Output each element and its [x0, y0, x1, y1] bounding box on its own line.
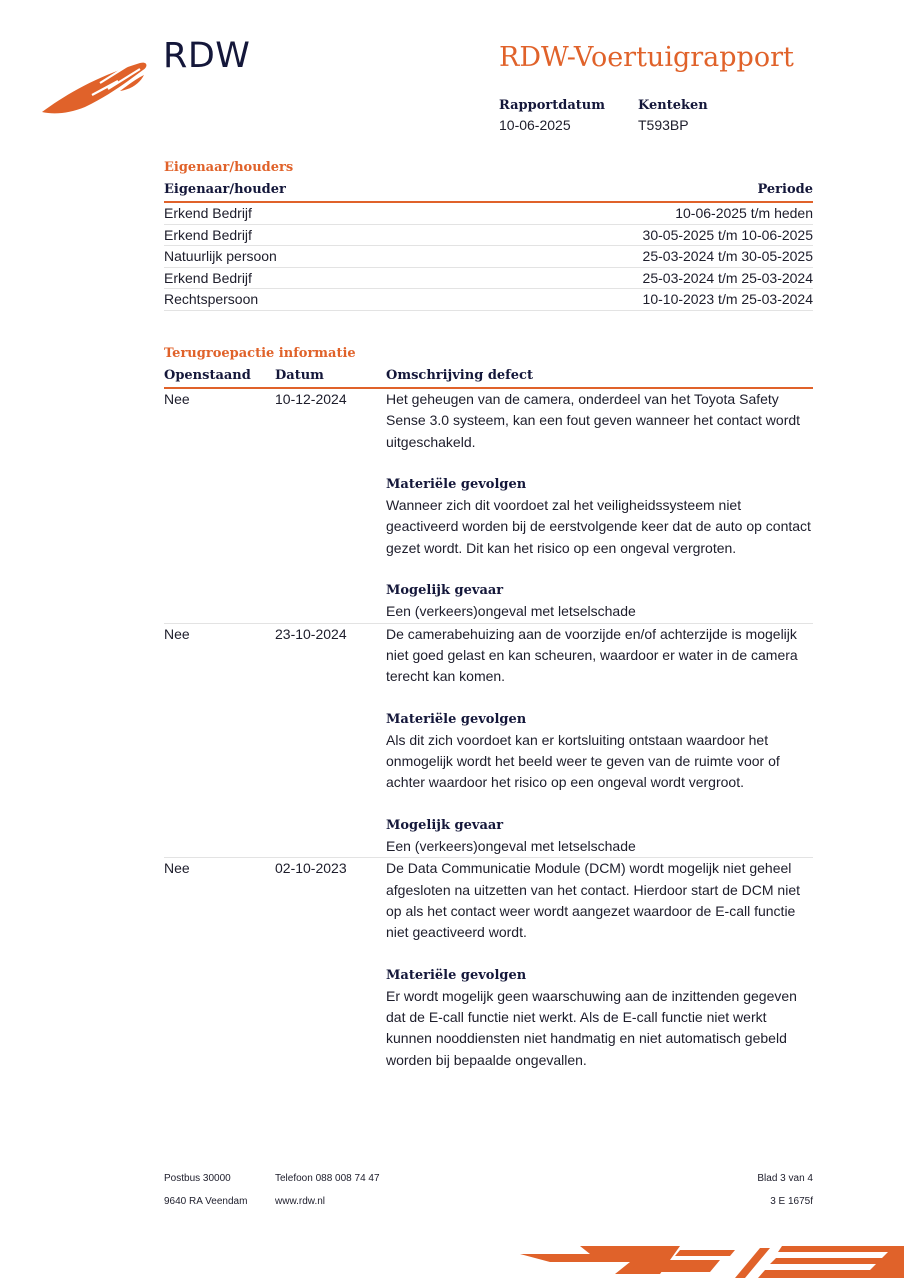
consequences-text: Als dit zich voordoet kan er kortsluiting ontstaan waardoor het onmogelijk wordt het beeld weer te geven van de ruimte voor of achter waardoor het risico op een ongeval wordt vergroot. — [386, 731, 780, 791]
owners-table — [164, 181, 813, 311]
consequences-text: Er wordt mogelijk geen waarschuwing aan de inzittenden gegeven dat de E-call functie niet werkt. Als de E-call functie niet werkt kunnen nooddiensten niet handmatig en niet automatisch gebeld worden bij bepaalde ongevallen. — [386, 987, 797, 1068]
recalls-table-header — [164, 367, 813, 389]
defect-description: Het geheugen van de camera, onderdeel van het Toyota Safety Sense 3.0 systeem, kan een fout geven wanneer het contact wordt uitgeschakeld. — [386, 391, 801, 450]
footer-city: 9640 RA Veendam — [164, 1196, 248, 1207]
open-cell: Nee — [164, 625, 190, 642]
decorative-stripes-icon — [520, 1244, 904, 1280]
consequences-heading: Materiële gevolgen — [386, 967, 527, 983]
plate-value: T593BP — [638, 117, 689, 133]
table-row — [164, 624, 813, 859]
recalls-section-title: Terugroepactie informatie — [164, 346, 356, 361]
plate-block — [638, 98, 708, 133]
table-row — [164, 268, 813, 290]
period-cell: 25-03-2024 t/m 25-03-2024 — [642, 269, 813, 286]
table-row — [164, 225, 813, 247]
table-row — [164, 389, 813, 624]
open-cell: Nee — [164, 391, 190, 407]
owner-cell: Erkend Bedrijf — [164, 226, 252, 243]
rdw-logo-icon — [40, 55, 150, 117]
date-cell: 23-10-2024 — [275, 625, 347, 642]
owner-column-header: Eigenaar/houder — [164, 182, 286, 197]
period-cell: 25-03-2024 t/m 30-05-2025 — [642, 248, 813, 264]
table-row — [164, 203, 813, 225]
report-date-value: 10-06-2025 — [499, 117, 571, 133]
consequences-heading: Materiële gevolgen — [386, 711, 527, 727]
plate-label: Kenteken — [638, 98, 708, 113]
defect-description: De Data Communicatie Module (DCM) wordt mogelijk niet geheel afgesloten na uitzetten van het contact. Hierdoor start de DCM niet op als het contact weer wordt aangezet waardoor de E-call functie niet geactiveerd wordt. — [386, 860, 801, 941]
report-title: RDW-Voertuigrapport — [499, 42, 794, 73]
footer-phone: Telefoon 088 008 74 47 — [275, 1173, 380, 1184]
owners-section-title: Eigenaar/houders — [164, 160, 294, 175]
footer-website-link[interactable]: www.rdw.nl — [275, 1196, 326, 1207]
brand-name: RDW — [163, 36, 251, 76]
danger-text: Een (verkeers)ongeval met letselschade — [386, 838, 636, 855]
open-column-header: Openstaand — [164, 368, 251, 383]
danger-text: Een (verkeers)ongeval met letselschade — [386, 603, 636, 620]
danger-heading: Mogelijk gevaar — [386, 583, 504, 599]
footer-postbus: Postbus 30000 — [164, 1173, 231, 1184]
description-cell — [386, 624, 813, 858]
report-date-label: Rapportdatum — [499, 98, 605, 113]
footer-document-code: 3 E 1675f — [770, 1196, 813, 1207]
consequences-heading: Materiële gevolgen — [386, 476, 527, 492]
date-cell: 02-10-2023 — [275, 860, 347, 877]
description-cell — [386, 389, 813, 623]
date-cell: 10-12-2024 — [275, 391, 347, 407]
period-cell: 30-05-2025 t/m 10-06-2025 — [642, 226, 813, 243]
consequences-text: Wanneer zich dit voordoet zal het veiligheidssysteem niet geactiveerd worden bij de eerstvolgende keer dat de auto op contact gezet wordt. Dit kan het risico op een ongeval vergroten. — [386, 497, 811, 556]
description-cell — [386, 858, 813, 1071]
defect-description: De camerabehuizing aan de voorzijde en/of achterzijde is mogelijk niet goed gelast en kan scheuren, waardoor er water in de camera terecht kan komen. — [386, 625, 798, 685]
owner-cell: Natuurlijk persoon — [164, 248, 277, 264]
period-cell: 10-06-2025 t/m heden — [675, 205, 813, 221]
report-date-block — [499, 98, 605, 133]
table-row — [164, 289, 813, 311]
description-column-header: Omschrijving defect — [386, 368, 533, 383]
owner-cell: Rechtspersoon — [164, 291, 259, 307]
table-row — [164, 858, 813, 1071]
recalls-table — [164, 367, 813, 1071]
period-cell: 10-10-2023 t/m 25-03-2024 — [642, 291, 813, 307]
date-column-header: Datum — [275, 368, 324, 383]
owner-cell: Erkend Bedrijf — [164, 205, 252, 221]
owner-cell: Erkend Bedrijf — [164, 269, 252, 286]
footer-page-number: Blad 3 van 4 — [757, 1173, 813, 1184]
table-row — [164, 246, 813, 268]
danger-heading: Mogelijk gevaar — [386, 817, 504, 833]
period-column-header: Periode — [757, 182, 813, 197]
owners-table-header — [164, 181, 813, 203]
open-cell: Nee — [164, 860, 190, 877]
